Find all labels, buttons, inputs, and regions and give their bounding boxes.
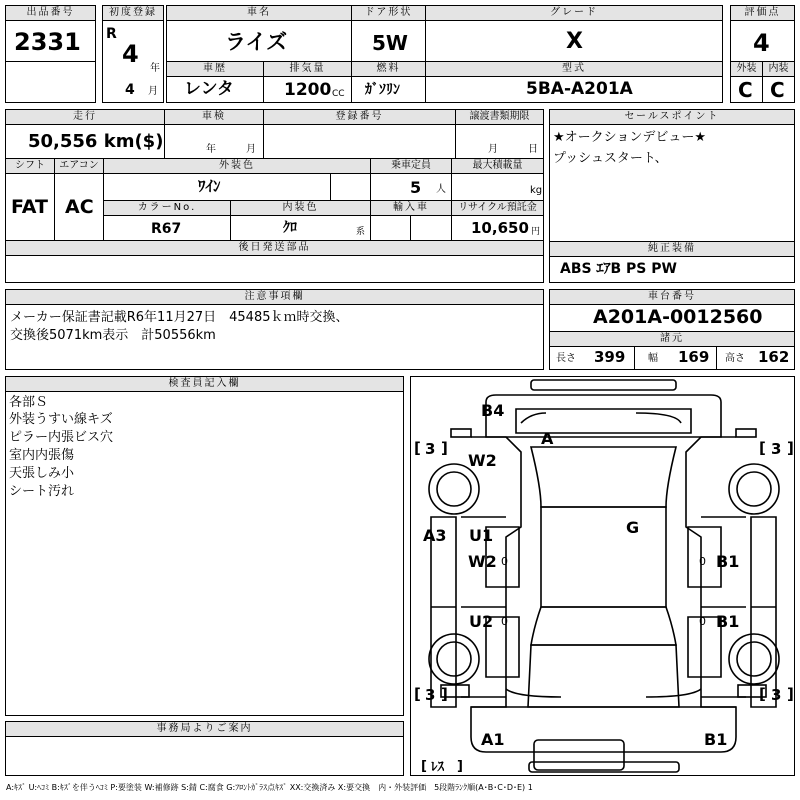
reg-year: 4 — [122, 40, 139, 68]
spec-label: 諸元 — [549, 331, 795, 347]
ac: AC — [65, 196, 94, 218]
damage-diagram — [410, 376, 795, 776]
height-label: 高さ — [725, 353, 745, 364]
door-handle-mark: 0 — [501, 615, 508, 628]
length: 399 — [594, 348, 626, 366]
era: R — [106, 26, 117, 42]
inspection-year-unit: 年 — [206, 144, 216, 155]
rest-label: ﾚｽ — [431, 760, 444, 775]
interior-label: 内装 — [762, 61, 795, 77]
regno-box — [263, 124, 456, 159]
notes-line: 交換後5071km表示 計50556km — [10, 328, 216, 343]
exterior-grade: C — [738, 78, 753, 102]
equipment: ABS ｴｱB PS PW — [560, 261, 677, 277]
color: ﾜｲﾝ — [198, 177, 221, 195]
car-name: ライズ — [225, 30, 288, 54]
equipment-label: 純正装備 — [549, 241, 795, 257]
colorno-label: カラーNo. — [103, 200, 231, 216]
rear-window — [531, 447, 676, 507]
parts-box — [5, 255, 544, 283]
office-label: 事務局よりご案内 — [5, 721, 404, 737]
grade: X — [566, 29, 583, 54]
notes-line: メーカー保証書記載R6年11月27日 45485ｋｍ時交換、 — [10, 310, 349, 325]
rear-lamps — [521, 413, 681, 423]
door-handle-mark: 0 — [501, 555, 508, 568]
length-label: 長さ — [556, 353, 576, 364]
recycle: 10,650 — [471, 219, 529, 237]
inspector-line: シート汚れ — [9, 484, 75, 499]
shift: FAT — [11, 196, 48, 218]
height: 162 — [758, 348, 790, 366]
bracket-close: ] — [441, 685, 448, 703]
interior-color-label: 内装色 — [230, 200, 371, 216]
transfer-day-unit: 日 — [528, 144, 538, 155]
bracket-close: ] — [457, 759, 463, 774]
first-reg-label: 初度登録 — [102, 5, 164, 21]
hood — [528, 645, 679, 707]
office-box — [5, 736, 404, 776]
bracket-open: [ — [759, 439, 766, 457]
right-side-outline — [686, 437, 736, 707]
mark-w2-top: W2 — [468, 451, 497, 470]
model-label: 型式 — [425, 61, 723, 77]
inspector-label: 検査員記入欄 — [5, 376, 404, 392]
right-door-panel — [751, 517, 776, 707]
bracket-open: [ — [414, 685, 421, 703]
recycle-label: リサイクル預託金 — [451, 200, 544, 216]
inspection-month-unit: 月 — [246, 144, 256, 155]
score-label: 評価点 — [730, 5, 795, 21]
exterior-label: 外装 — [730, 61, 763, 77]
windshield — [531, 607, 676, 645]
sales-line: ★オークションデビュー★ — [553, 130, 707, 145]
car-diagram-svg — [411, 377, 796, 777]
lot-label: 出品番号 — [5, 5, 96, 21]
load-unit: kg — [530, 185, 543, 196]
tire-score-bl: 3 — [425, 686, 436, 704]
shift-label: シフト — [5, 158, 55, 174]
history-label: 車歴 — [166, 61, 264, 77]
reg-month: 4 — [125, 82, 135, 98]
capacity-label: 乗車定員 — [370, 158, 452, 174]
transfer-label: 譲渡書類期限 — [455, 109, 544, 125]
interior-color-unit: 系 — [356, 227, 366, 237]
door-label: ドア形状 — [351, 5, 426, 21]
lot-blank — [5, 61, 96, 103]
mark-b1-bottom: B1 — [704, 730, 728, 749]
inspector-line: 天張しみ小 — [9, 466, 75, 481]
color-subcell — [330, 173, 371, 201]
inspector-line: 各部Ｓ — [9, 395, 49, 410]
import-subcell — [410, 215, 452, 241]
mark-a: A — [541, 429, 554, 448]
bracket-close: ] — [441, 439, 448, 457]
width-label: 幅 — [648, 353, 658, 364]
sales-label: セールスポイント — [549, 109, 795, 125]
door-handle-mark: 0 — [699, 615, 706, 628]
mark-b4: B4 — [481, 401, 505, 420]
interior-color-box — [230, 215, 371, 241]
lot-number: 2331 — [14, 28, 81, 56]
front-body-outline — [471, 707, 736, 752]
ac-label: エアコン — [54, 158, 104, 174]
displacement: 1200 — [284, 80, 332, 100]
front-lamps — [506, 689, 701, 697]
import-label: 輸入車 — [370, 200, 452, 216]
mark-u2: U2 — [469, 612, 494, 631]
left-door-panel — [431, 517, 456, 707]
bracket-open: [ — [759, 685, 766, 703]
inspector-line: 外装うすい線キズ — [9, 412, 113, 427]
bracket-open: [ — [421, 759, 427, 774]
history: レンタ — [184, 79, 234, 99]
rear-body-outline — [486, 395, 721, 437]
interior-color: ｸﾛ — [283, 220, 297, 236]
bracket-open: [ — [414, 439, 421, 457]
transfer-month-unit: 月 — [488, 144, 498, 155]
car-name-label: 車名 — [166, 5, 352, 21]
tire-score-tl: 3 — [425, 440, 436, 458]
interior-grade: C — [770, 78, 785, 102]
mark-b1-lower: B1 — [716, 612, 740, 631]
recycle-unit: 円 — [531, 227, 541, 237]
color-label: 外装色 — [103, 158, 371, 174]
width: 169 — [678, 348, 710, 366]
mileage-label: 走行 — [5, 109, 165, 125]
roof — [541, 507, 666, 607]
door-type: 5W — [372, 31, 408, 55]
fuel: ｶﾞｿﾘﾝ — [365, 82, 400, 98]
mark-a3: A3 — [423, 526, 447, 545]
rear-bumper-top — [531, 380, 676, 390]
sales-line: プッシュスタート、 — [553, 151, 668, 166]
cc-unit: CC — [332, 89, 345, 99]
legend: A:ｷｽﾞ U:ﾍｺﾐ B:ｷｽﾞを伴うﾍｺﾐ P:要塗装 W:補修跡 S:錆 C:腐食 G:ﾌﾛﾝﾄｶﾞﾗｽ点ｷｽﾞ XX:交換済み X:要交換 内・外装評価 5段階ﾗﾝｸ順(A･B･C･D･E) 1 — [6, 783, 533, 792]
tire-score-tr: 3 — [771, 440, 782, 458]
capacity: 5 — [410, 178, 422, 197]
mileage: 50,556 km($) — [28, 131, 164, 152]
capacity-unit: 人 — [436, 184, 446, 195]
chassis-label: 車台番号 — [549, 289, 795, 305]
regno-label: 登録番号 — [263, 109, 456, 125]
inspection-label: 車検 — [164, 109, 264, 125]
mark-b1-upper: B1 — [716, 552, 740, 571]
model: 5BA-A201A — [526, 79, 633, 99]
grade-label: グレード — [425, 5, 723, 21]
mark-w2-mid: W2 — [468, 552, 497, 571]
mark-a1: A1 — [481, 730, 505, 749]
tire-score-br: 3 — [771, 686, 782, 704]
inspector-line: 室内内張傷 — [9, 448, 75, 463]
rest-box — [534, 740, 624, 770]
year-unit: 年 — [150, 63, 160, 74]
chassis-number: A201A-0012560 — [593, 306, 763, 328]
mark-u1: U1 — [469, 526, 494, 545]
bracket-close: ] — [787, 439, 794, 457]
inspector-line: ピラー内張ビス穴 — [9, 430, 114, 445]
door-handle-mark: 0 — [699, 555, 706, 568]
colorno: R67 — [151, 221, 182, 237]
parts-label: 後日発送部品 — [5, 240, 544, 256]
fuel-label: 燃料 — [351, 61, 426, 77]
score: 4 — [753, 29, 770, 57]
displacement-label: 排気量 — [263, 61, 352, 77]
notes-label: 注意事項欄 — [5, 289, 544, 305]
month-unit: 月 — [148, 86, 158, 97]
load-label: 最大積載量 — [451, 158, 544, 174]
mark-g: G — [626, 518, 640, 537]
bracket-close: ] — [787, 685, 794, 703]
